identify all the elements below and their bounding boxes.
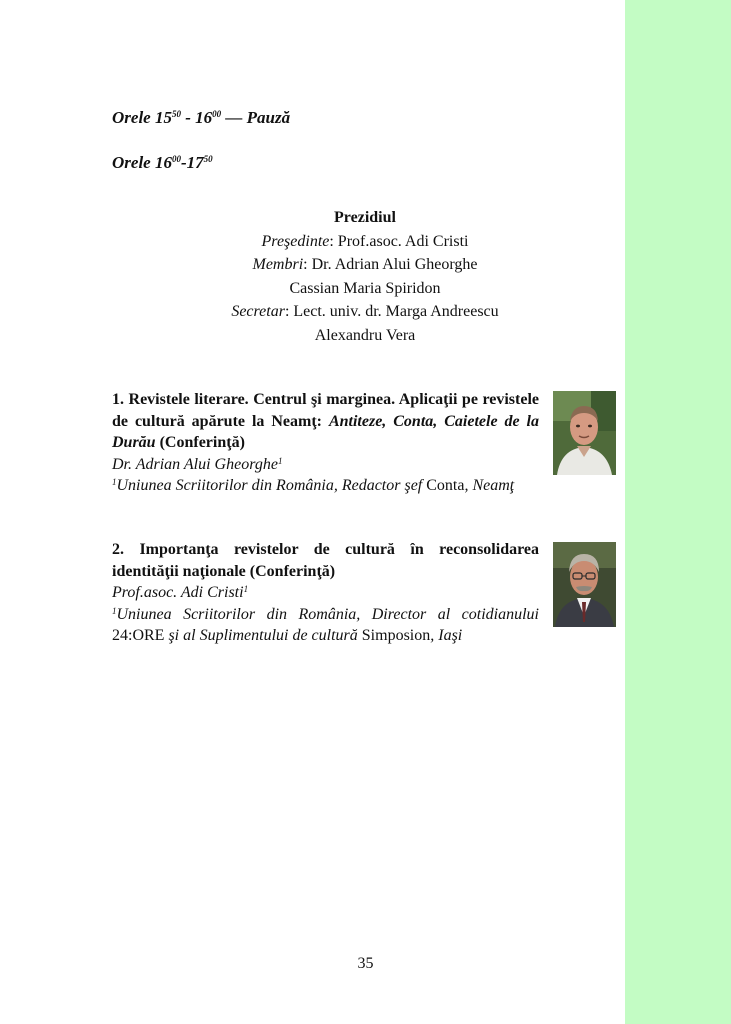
- presedinte-line: Preşedinte: Prof.asoc. Adi Cristi: [261, 232, 469, 250]
- page-number: 35: [357, 955, 374, 972]
- schedule-session: Orele $16^{00}-17^{50}$: [112, 153, 213, 172]
- talk-entry-1: [112, 389, 539, 497]
- author-photo: [553, 391, 616, 475]
- membri-line: Membri: Dr. Adrian Alui Gheorghe: [252, 256, 478, 273]
- talk-entry-2: [112, 539, 539, 647]
- prezidiu-title: Prezidiul: [334, 209, 396, 226]
- portrait-adi-cristi: [553, 542, 616, 627]
- talk-title: 2. Importanţa revistelor de cultură în reconsolidarea identităţii naţionale (Conferinţă): [112, 541, 539, 580]
- talk-affiliation: $^1$Uniunea Scriitorilor din România, Redactor şef Conta, Neamţ: [112, 477, 515, 494]
- schedule-pause: Orele $15^{50} - 16^{00}$ — Pauză: [112, 108, 291, 127]
- secretar-line-2: Alexandru Vera: [314, 326, 416, 344]
- secretar-line: Secretar: Lect. univ. dr. Marga Andreescu: [231, 303, 499, 320]
- prezidiu-block: [160, 206, 570, 347]
- green-side-band: [625, 0, 731, 1024]
- portrait-adrian-alui-gheorghe: [553, 391, 616, 475]
- talk-author: Dr. Adrian Alui Gheorghe$^1$: [112, 455, 283, 473]
- talk-title: 1. Revistele literare. Centrul şi marginea. Aplicaţii pe revistele de cultură apărute la Neamţ: Antiteze, Conta, Caietele de la Durău (Conferinţă): [112, 391, 539, 451]
- talk-author: Prof.asoc. Adi Cristi$^1$: [112, 584, 249, 601]
- talk-affiliation: $^1$Uniunea Scriitorilor din România, Director al cotidianului 24:ORE şi al Suplimentului de cultură Simposion, Iaşi: [112, 605, 539, 644]
- author-photo: [553, 542, 616, 627]
- membri-line-2: Cassian Maria Spiridon: [289, 279, 441, 297]
